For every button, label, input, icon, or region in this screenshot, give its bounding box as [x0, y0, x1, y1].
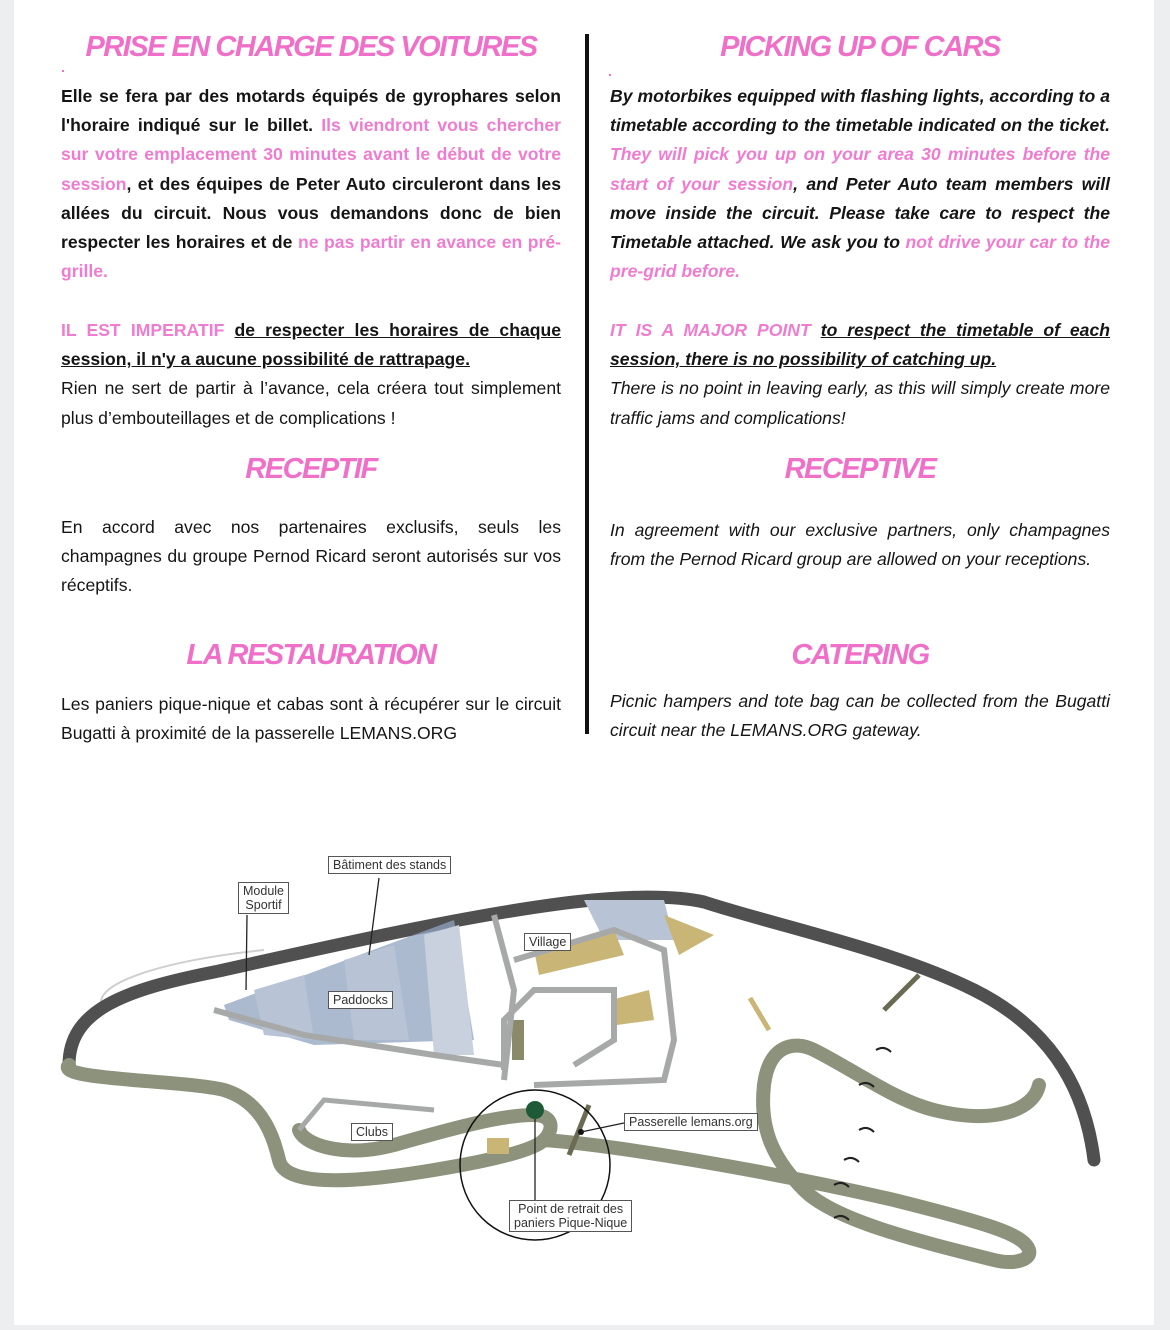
map-label-paddocks: Paddocks [328, 991, 393, 1009]
paragraph-catering-en: Picnic hampers and tote bag can be collected from the Bugatti circuit near the LEMANS.ORG gateway. [610, 691, 1110, 741]
gateway-crossing [884, 975, 919, 1010]
map-label-pickup-point: Point de retrait des paniers Pique-Nique [509, 1200, 632, 1232]
tan-marker [750, 998, 769, 1030]
paragraph-pickup-fr: Elle se fera par des motards équipés de gyrophares selon l'horaire indiqué sur le billet. Ils viendront vous chercher sur votre emplacement 30 minutes avant le début de votre session, et des équipes de Peter Auto circuleront dans les allées du circuit. Nous vous demandons donc de bien respecter les horaires et de ne pas partir en avance en pré-grille. [61, 86, 562, 282]
section-title-restauration-fr: LA RESTAURATION [186, 639, 436, 671]
tan-area [664, 915, 714, 955]
building [512, 1020, 524, 1060]
document-page [14, 0, 1154, 1325]
paragraph-restauration-fr: Les paniers pique-nique et cabas sont à récupérer sur le circuit Bugatti à proximité de la passerelle LEMANS.ORG [61, 694, 561, 744]
leader-line [246, 915, 247, 990]
map-label-clubs: Clubs [351, 1123, 393, 1141]
map-label-module-sportif: Module Sportif [238, 882, 289, 914]
paragraph-receptif-fr: En accord avec nos partenaires exclusifs, seuls les champagnes du groupe Pernod Ricard seront autorisés sur vos réceptifs. [61, 517, 561, 596]
section-title-catering-en: CATERING [791, 639, 929, 671]
circuit-map-drawing [14, 840, 1154, 1325]
map-label-batiment: Bâtiment des stands [328, 856, 451, 874]
circuit-map [14, 840, 1154, 1325]
column-divider [585, 34, 589, 734]
pink-dot [609, 74, 611, 76]
section-title-receptive-en: RECEPTIVE [784, 453, 936, 485]
section-title-pickup-en: PICKING UP OF CARS [720, 31, 1000, 63]
paragraph-major-point-en: IT IS A MAJOR POINT to respect the timetable of each session, there is no possibility of catching up. There is no point in leaving early, as this will simply create more traffic jams and complications! [610, 320, 1110, 428]
pink-dot [62, 70, 64, 72]
map-label-village: Village [524, 933, 571, 951]
paragraph-receptive-en: In agreement with our exclusive partners, only champagnes from the Pernod Ricard group are allowed on your receptions. [610, 520, 1110, 570]
paragraph-pickup-en: By motorbikes equipped with flashing lights, according to a timetable according to the timetable indicated on the ticket. They will pick you up on your area 30 minutes before the start of your session, and Peter Auto team members will move inside the circuit. Please take care to respect the Timetable attached. We ask you to not drive your car to the pre-grid before. [610, 86, 1110, 282]
tan-marker [487, 1138, 509, 1154]
paragraph-imperatif-fr: IL EST IMPERATIF de respecter les horaires de chaque session, il n'y a aucune possibilité de rattrapage. Rien ne sert de partir à l’avance, cela créera tout simplement plus d’embouteillages et de complications ! [61, 320, 562, 428]
tan-area [611, 990, 654, 1025]
pickup-point-marker [526, 1101, 544, 1119]
map-label-passerelle: Passerelle lemans.org [624, 1113, 758, 1131]
section-title-pickup-fr: PRISE EN CHARGE DES VOITURES [85, 31, 537, 63]
section-title-receptif-fr: RECEPTIF [245, 453, 377, 485]
bugatti-circuit-track [68, 1065, 551, 1180]
service-roads [494, 915, 514, 1080]
